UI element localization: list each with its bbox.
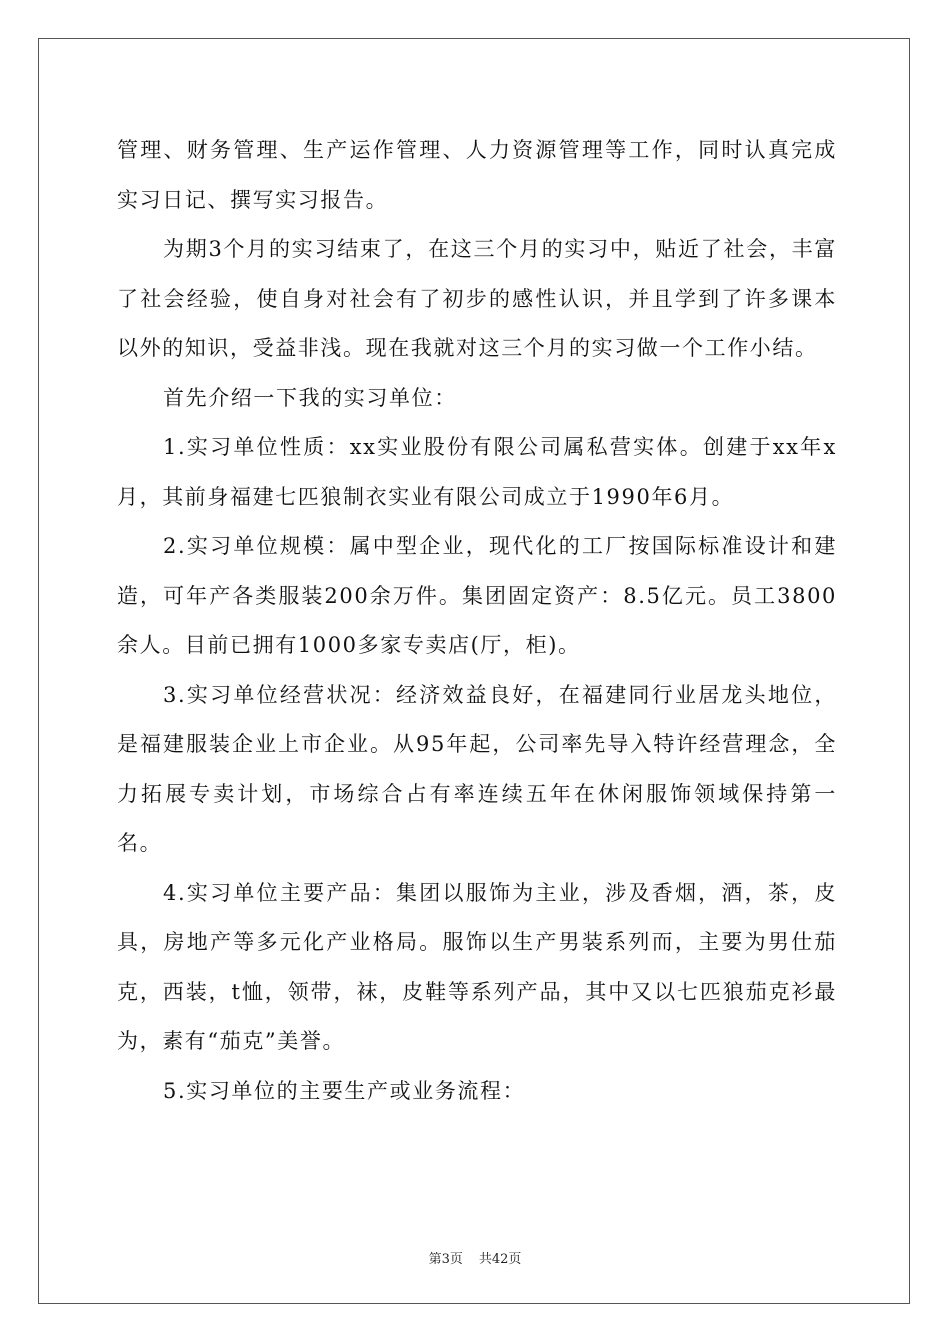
paragraph: 管理、财务管理、生产运作管理、人力资源管理等工作，同时认真完成实习日记、撰写实习报告。 — [117, 138, 837, 212]
paragraph: 3.实习单位经营状况：经济效益良好，在福建同行业居龙头地位，是福建服装企业上市企业。从95年起，公司率先导入特许经营理念，全力拓展专卖计划，市场综合占有率连续五年在休闲服饰领域保持第一名。 — [117, 682, 837, 855]
paragraph: 首先介绍一下我的实习单位： — [163, 385, 457, 410]
page-footer — [0, 1248, 950, 1267]
paragraph: 5.实习单位的主要生产或业务流程： — [163, 1078, 526, 1103]
paragraph: 4.实习单位主要产品：集团以服饰为主业，涉及香烟，酒，茶，皮具，房地产等多元化产业格局。服饰以生产男装系列而，主要为男仕茄克，西装，t恤，领带，袜，皮鞋等系列产品，其中又以七匹狼茄克衫最为，素有“茄克”美誉。 — [117, 880, 837, 1053]
document-body — [117, 126, 837, 1116]
paragraph: 1.实习单位性质：xx实业股份有限公司属私营实体。创建于xx年x月，其前身福建七匹狼制衣实业有限公司成立于1990年6月。 — [117, 435, 837, 509]
paragraph: 2.实习单位规模：属中型企业，现代化的工厂按国际标准设计和建造，可年产各类服装200余万件。集团固定资产：8.5亿元。员工3800余人。目前已拥有1000多家专卖店(厅，柜)。 — [117, 534, 837, 657]
page-number: 第3页 — [428, 1252, 463, 1267]
page-total: 共42页 — [478, 1252, 522, 1267]
paragraph: 为期3个月的实习结束了，在这三个月的实习中，贴近了社会，丰富了社会经验，使自身对社会有了初步的感性认识，并且学到了许多课本以外的知识，受益非浅。现在我就对这三个月的实习做一个工作小结。 — [117, 237, 837, 360]
